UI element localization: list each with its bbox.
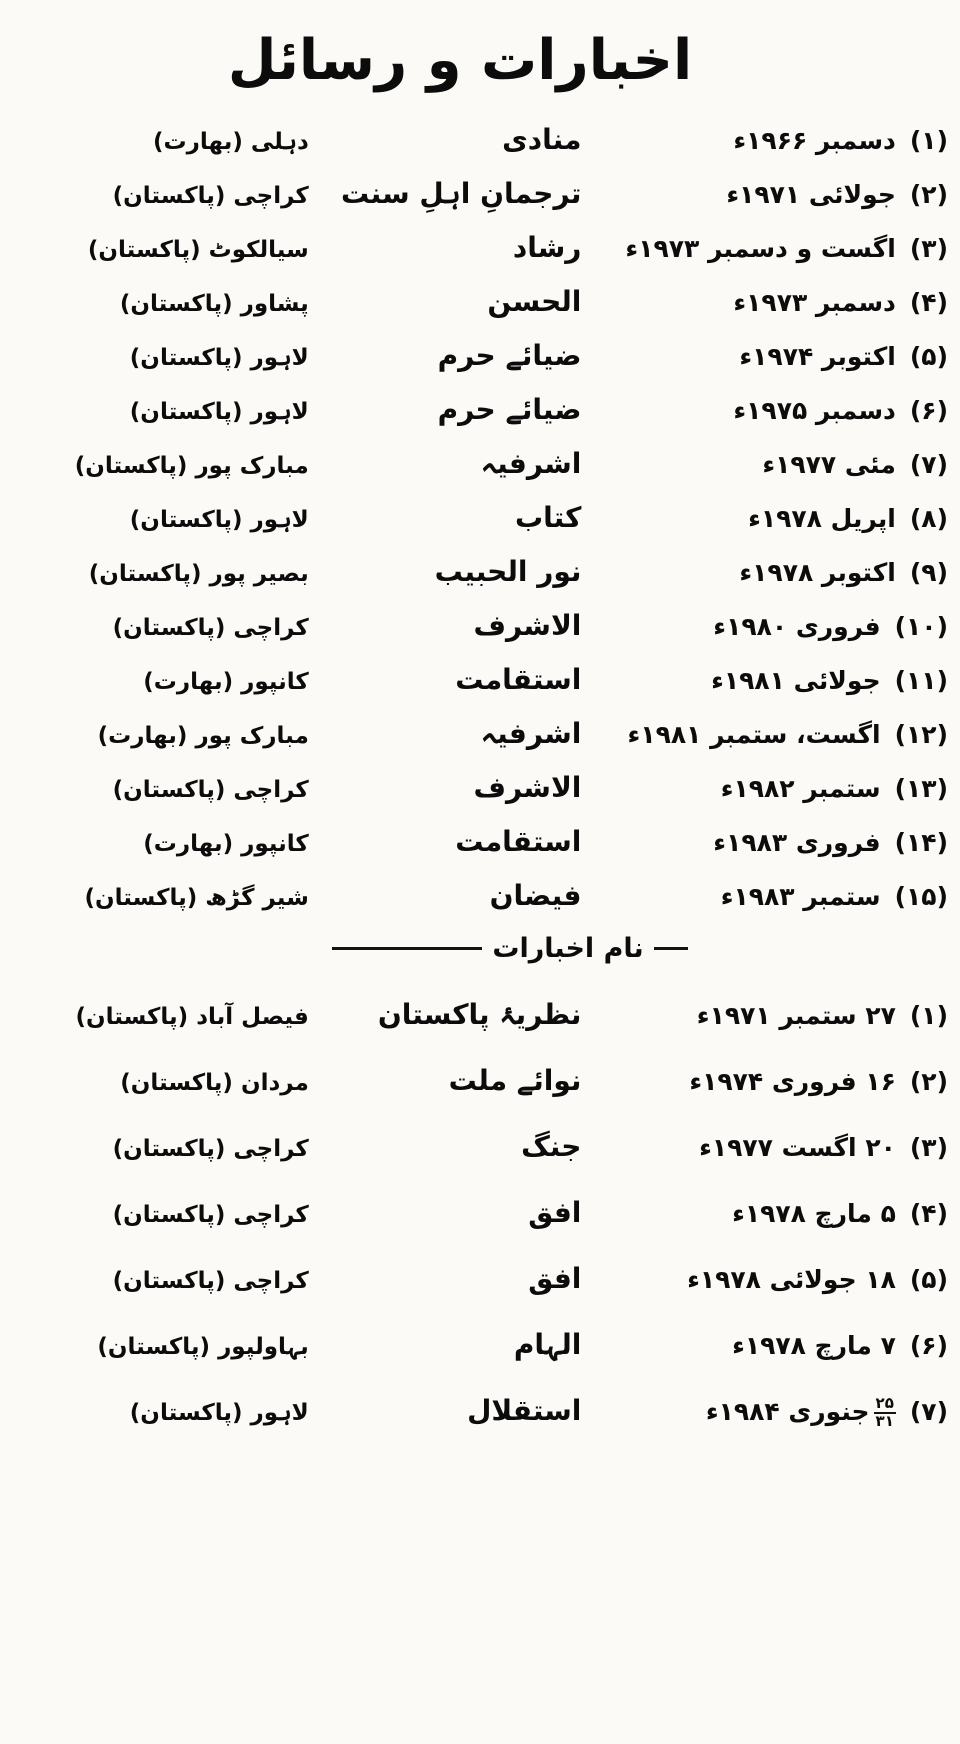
entry-number: (۴) <box>909 288 948 317</box>
publication-place: مبارک پور (بھارت) <box>97 723 309 749</box>
entry-row <box>10 501 950 534</box>
publication-name: افق <box>528 1262 582 1295</box>
publication-place: مردان (پاکستان) <box>120 1070 309 1096</box>
page-title: اخبارات و رسائل <box>227 28 693 93</box>
publication-name: الحسن <box>487 285 582 318</box>
entry-date-text: مئی ۱۹۷۷ء <box>762 450 896 479</box>
entry-number: (۵) <box>909 1265 948 1294</box>
periodicals-list <box>10 123 950 912</box>
publication-name: افق <box>528 1196 582 1229</box>
publication-place: شیر گڑھ (پاکستان) <box>84 885 309 911</box>
entry-number: (۳) <box>909 1133 948 1162</box>
section-header-newspaper-names: نام اخبارات <box>492 933 644 964</box>
entry-date <box>581 234 950 263</box>
entry-row <box>10 663 950 696</box>
entry-number: (۲) <box>909 1067 948 1096</box>
publication-name: نظریۂ پاکستان <box>377 998 582 1031</box>
entry-date <box>581 1265 950 1294</box>
entry-date-text: ۲۷ ستمبر ۱۹۷۱ء <box>696 1001 896 1030</box>
publication-name: الاشرف <box>473 771 582 804</box>
entry-row <box>10 1130 950 1163</box>
entry-number: (۱۳) <box>894 774 948 803</box>
entry-day-fraction <box>874 1396 896 1430</box>
entry-day-top: ۲۵ <box>875 1394 894 1413</box>
publication-name: استقامت <box>455 825 582 858</box>
entry-date <box>581 882 950 911</box>
entry-date-text: جولائی ۱۹۸۱ء <box>711 666 881 695</box>
publication-place: کراچی (پاکستان) <box>112 1268 309 1294</box>
entry-number: (۱۰) <box>894 612 948 641</box>
entry-date-text: اگست و دسمبر ۱۹۷۳ء <box>625 234 896 263</box>
publication-name: نوائے ملت <box>448 1064 582 1097</box>
entry-day-bottom: ۳۱ <box>875 1412 894 1430</box>
entry-date-text: اکتوبر ۱۹۷۴ء <box>739 342 896 371</box>
entry-number: (۹) <box>909 558 948 587</box>
entry-row <box>10 825 950 858</box>
entry-number: (۱۵) <box>894 882 948 911</box>
entry-date-text: ستمبر ۱۹۸۳ء <box>720 882 881 911</box>
entry-row <box>10 123 950 156</box>
entry-number: (۶) <box>909 1331 948 1360</box>
publication-place: لاہور (پاکستان) <box>129 507 309 533</box>
publication-name: رشاد <box>512 231 582 264</box>
entry-date-text: ستمبر ۱۹۸۲ء <box>720 774 881 803</box>
entry-date-text: فروری ۱۹۸۳ء <box>713 828 881 857</box>
entry-row <box>10 1394 950 1430</box>
entry-date <box>581 828 950 857</box>
entry-date <box>581 666 950 695</box>
entry-row <box>10 1328 950 1361</box>
entry-number: (۴) <box>909 1199 948 1228</box>
entry-number: (۶) <box>909 396 948 425</box>
entry-date <box>581 342 950 371</box>
entry-row <box>10 555 950 588</box>
publication-place: کراچی (پاکستان) <box>112 1136 309 1162</box>
entry-date <box>581 450 950 479</box>
publication-name: نور الحبیب <box>434 555 582 588</box>
entry-row <box>10 717 950 750</box>
entry-row <box>10 609 950 642</box>
entry-date-text: فروری ۱۹۸۰ء <box>713 612 881 641</box>
publication-name: الاشرف <box>473 609 582 642</box>
publication-name: الہام <box>513 1328 582 1361</box>
entry-date-text: ۱۶ فروری ۱۹۷۴ء <box>689 1067 896 1096</box>
entry-date-text: جولائی ۱۹۷۱ء <box>726 180 896 209</box>
entry-number: (۲) <box>909 180 948 209</box>
entry-date-text: دسمبر ۱۹۷۳ء <box>733 288 896 317</box>
newspapers-list <box>10 998 950 1430</box>
entry-row <box>10 177 950 210</box>
entry-date <box>581 288 950 317</box>
entry-number: (۱۲) <box>894 720 948 749</box>
publication-name: جنگ <box>521 1130 582 1163</box>
publication-place: پشاور (پاکستان) <box>119 291 309 317</box>
entry-row <box>10 998 950 1031</box>
entry-date-text: دسمبر ۱۹۶۶ء <box>733 126 896 155</box>
entry-date <box>581 1331 950 1360</box>
publication-name: منادی <box>502 123 582 156</box>
publication-place: کراچی (پاکستان) <box>112 615 309 641</box>
entry-row <box>10 231 950 264</box>
entry-date <box>581 1001 950 1030</box>
entry-number: (۸) <box>909 504 948 533</box>
entry-row <box>10 1196 950 1229</box>
publication-name: کتاب <box>515 501 582 534</box>
entry-number: (۷) <box>909 1397 948 1426</box>
publication-place: کراچی (پاکستان) <box>112 183 309 209</box>
entry-date-text: ۵ مارچ ۱۹۷۸ء <box>732 1199 896 1228</box>
entry-row <box>10 1064 950 1097</box>
entry-row <box>10 771 950 804</box>
entry-date-text: اگست، ستمبر ۱۹۸۱ء <box>627 720 881 749</box>
entry-date <box>581 612 950 641</box>
entry-date-text: اپریل ۱۹۷۸ء <box>748 504 896 533</box>
publication-place: مبارک پور (پاکستان) <box>74 453 309 479</box>
entry-date <box>581 126 950 155</box>
publication-name: اشرفیہ <box>480 717 582 750</box>
entry-number: (۱۴) <box>894 828 948 857</box>
entry-number: (۱) <box>909 126 948 155</box>
entry-date-text: اکتوبر ۱۹۷۸ء <box>739 558 896 587</box>
entry-date <box>581 180 950 209</box>
publication-name: ضیائے حرم <box>437 339 582 372</box>
entry-row <box>10 447 950 480</box>
publication-name: ضیائے حرم <box>437 393 582 426</box>
publication-name: استقلال <box>467 1394 582 1427</box>
entry-date <box>581 720 950 749</box>
entry-row <box>10 393 950 426</box>
entry-date <box>581 1396 950 1430</box>
publication-place: دہلی (بھارت) <box>153 129 309 155</box>
entry-date <box>581 396 950 425</box>
entry-number: (۷) <box>909 450 948 479</box>
section-divider <box>70 933 950 964</box>
publication-place: لاہور (پاکستان) <box>129 1400 309 1426</box>
entry-number: (۳) <box>909 234 948 263</box>
publication-place: کانپور (بھارت) <box>143 669 309 695</box>
publication-place: فیصل آباد (پاکستان) <box>75 1004 309 1030</box>
entry-date-text: ۷ مارچ ۱۹۷۸ء <box>732 1331 896 1360</box>
entry-number: (۱۱) <box>894 666 948 695</box>
publication-place: سیالکوٹ (پاکستان) <box>87 237 309 263</box>
entry-number: (۱) <box>909 1001 948 1030</box>
entry-number: (۵) <box>909 342 948 371</box>
entry-date-text: ۲۰ اگست ۱۹۷۷ء <box>699 1133 896 1162</box>
entry-date <box>581 1067 950 1096</box>
publication-name: اشرفیہ <box>480 447 582 480</box>
entry-date <box>581 774 950 803</box>
entry-row <box>10 1262 950 1295</box>
publication-name: استقامت <box>455 663 582 696</box>
entry-date <box>581 1199 950 1228</box>
publication-place: کانپور (بھارت) <box>143 831 309 857</box>
entry-row <box>10 879 950 912</box>
publication-name: فیضان <box>489 879 582 912</box>
divider-rule-right <box>654 947 688 950</box>
entry-date <box>581 1133 950 1162</box>
entry-date <box>581 558 950 587</box>
entry-date <box>581 504 950 533</box>
divider-rule-left <box>332 947 482 950</box>
publication-place: کراچی (پاکستان) <box>112 1202 309 1228</box>
publication-name: ترجمانِ اہلِ سنت <box>341 177 582 210</box>
entry-date-text: ۱۸ جولائی ۱۹۷۸ء <box>687 1265 896 1294</box>
publication-place: لاہور (پاکستان) <box>129 345 309 371</box>
entry-date-text: جنوری ۱۹۸۴ء <box>705 1397 870 1426</box>
entry-date-text: دسمبر ۱۹۷۵ء <box>733 396 896 425</box>
publication-place: بصیر پور (پاکستان) <box>88 561 309 587</box>
publication-place: کراچی (پاکستان) <box>112 777 309 803</box>
entry-row <box>10 285 950 318</box>
publication-place: لاہور (پاکستان) <box>129 399 309 425</box>
entry-row <box>10 339 950 372</box>
publication-place: بہاولپور (پاکستان) <box>97 1334 309 1360</box>
